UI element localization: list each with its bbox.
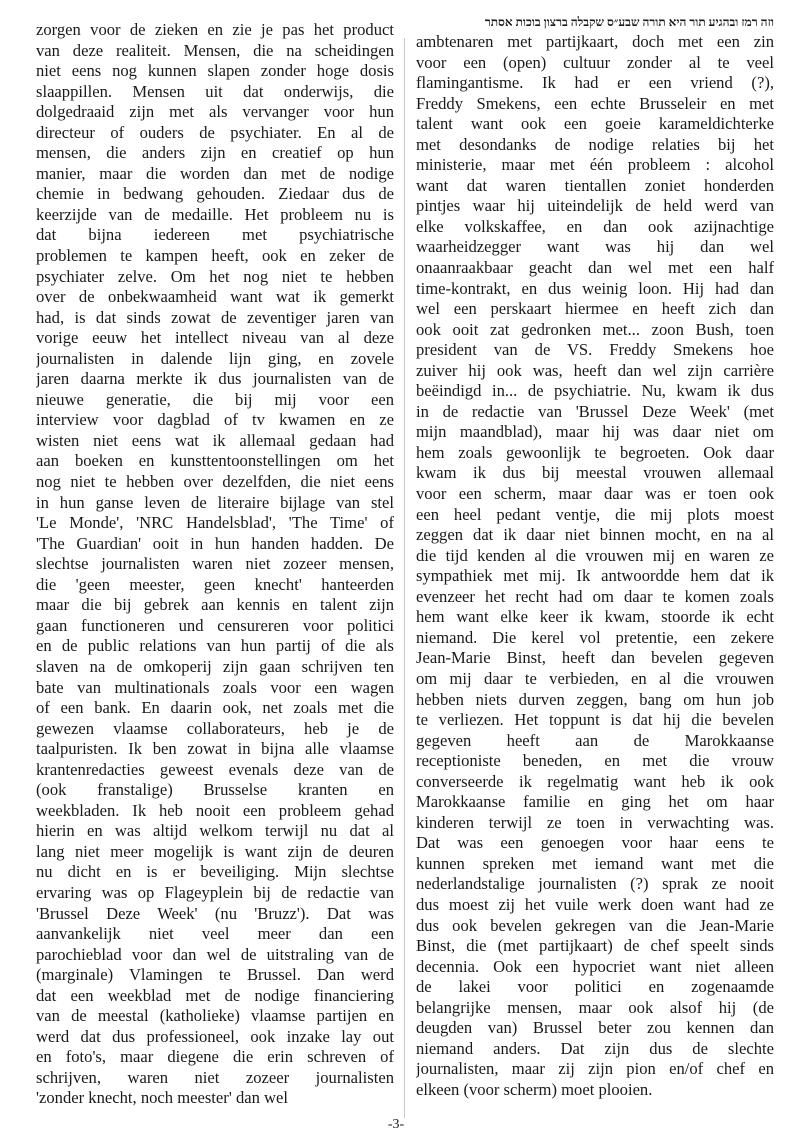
page-number: -3- bbox=[387, 1117, 405, 1132]
hebrew-header-text: וזה רמז ובהגיע תור היא תורה שבע״ס שקבלה ברצון בוכות אסתר bbox=[484, 15, 774, 29]
text-line: nieuwe generatie, die bij mij voor een bbox=[36, 389, 394, 409]
text-line: (marginale) Vlamingen te Brussel. Dan werd bbox=[36, 965, 394, 985]
text-line: nog niet te hebben over dezelfden, die niet eens bbox=[36, 472, 394, 492]
text-line: hebben niets durven zeggen, bang om hun job bbox=[416, 689, 774, 709]
text-line: dus ook bevelen gekregen van die Jean-Marie bbox=[416, 915, 774, 935]
text-line: Freddy Smekens, een echte Brusseleir en met bbox=[416, 93, 774, 113]
text-line: interview voor dagblad of tv kwamen en ze bbox=[36, 410, 394, 430]
text-line: van de meestal (katholieke) vlaamse partijen en bbox=[36, 1006, 394, 1026]
text-line: over de onbekwaamheid want wat ik gemerkt bbox=[36, 287, 394, 307]
text-line: ambtenaren met partijkaart, doch met een zin bbox=[416, 32, 774, 51]
text-line: Dat was een genoegen voor haar eens te bbox=[416, 833, 774, 853]
text-line: converseerde ik regelmatig want heb ik ook bbox=[416, 771, 774, 791]
text-line: of een bank. En daarin ook, net zoals met die bbox=[36, 698, 394, 718]
text-line: hem want elke keer ik kwam, stoorde ik echt bbox=[416, 607, 774, 627]
text-line: (ook franstalige) Brusselse kranten en bbox=[36, 780, 394, 800]
text-line: de lakei voor politici en zogenaamde bbox=[416, 977, 774, 997]
left-text-column bbox=[36, 20, 394, 1109]
text-line: manier, maar die worden dan met de nodige bbox=[36, 163, 394, 183]
text-line: om mij daar te verbieden, en al die vrouwen bbox=[416, 668, 774, 688]
text-line: parochieblad voor dan wel de uitstraling van de bbox=[36, 944, 394, 964]
text-line: voor een scherm, maar daar was er toen ook bbox=[416, 484, 774, 504]
text-line: flamingantisme. Ik had er een vriend (?), bbox=[416, 73, 774, 93]
text-line: belangrijke mensen, maar ook alsof hij (de bbox=[416, 997, 774, 1017]
text-line: niet eens nog kunnen slapen zonder hoge dosis bbox=[36, 61, 394, 81]
text-line: 'Brussel Deze Week' (nu 'Bruzz'). Dat was bbox=[36, 903, 394, 923]
text-line: Marokkaanse familie en ging het om haar bbox=[416, 792, 774, 812]
text-line: aanvankelijk niet veel meer dan een bbox=[36, 924, 394, 944]
text-line: slaven na de omkoperij zijn gaan schrijven ten bbox=[36, 656, 394, 676]
text-line: slechtse journalisten waren niet zozeer mensen, bbox=[36, 554, 394, 574]
right-text-column bbox=[416, 32, 774, 1100]
text-line: gegeven heeft aan de Marokkaanse bbox=[416, 730, 774, 750]
text-line: die tijd kenden al die vrouwen mij en waren ze bbox=[416, 545, 774, 565]
text-line: taalpuristen. Ik ben zowat in bijna alle vlaamse bbox=[36, 739, 394, 759]
text-line: slaappillen. Mensen uit dat onderwijs, die bbox=[36, 81, 394, 101]
text-line: mensen, die anders zijn en creatief op hun bbox=[36, 143, 394, 163]
text-line: in hun ganse leven de literaire bijlage van stel bbox=[36, 492, 394, 512]
text-line: time-kontrakt, en dus weinig loon. Hij had dan bbox=[416, 278, 774, 298]
text-line: in de redactie van 'Brussel Deze Week' (met bbox=[416, 401, 774, 421]
text-line: weekbladen. Ik heb nooit een probleem gehad bbox=[36, 800, 394, 820]
text-line: nu dicht en is er beveiliging. Mijn slechtse bbox=[36, 862, 394, 882]
column-divider bbox=[404, 38, 405, 1118]
text-line: gewezen vlaamse collaborateurs, heb je de bbox=[36, 718, 394, 738]
text-line: sympathiek met mij. Ik antwoordde hem dat ik bbox=[416, 566, 774, 586]
text-line: jaren daarna merkte ik dus journalisten van de bbox=[36, 369, 394, 389]
text-line: elke volkskaffee, en dan ook azijnachtige bbox=[416, 216, 774, 236]
text-line: en foto's, maar diegene die erin schreven of bbox=[36, 1047, 394, 1067]
text-line: psychiater zelve. Om het nog niet te hebben bbox=[36, 266, 394, 286]
text-line: receptioniste beneden, en met die vrouw bbox=[416, 751, 774, 771]
text-line: journalisten, maar zij zijn pion en/of chef en bbox=[416, 1059, 774, 1079]
text-line: maar die bij gebrek aan kennis en talent zijn bbox=[36, 595, 394, 615]
text-line: kunnen spreken met iemand want met die bbox=[416, 853, 774, 873]
text-line: talent want ook een goeie karameldichterke bbox=[416, 114, 774, 134]
text-line: want dat waren tientallen zoniet honderden bbox=[416, 175, 774, 195]
text-line: zeggen dat ik daar niet binnen mocht, en na al bbox=[416, 525, 774, 545]
text-line: dus moest zij het vuile werk doen want had ze bbox=[416, 894, 774, 914]
text-line: lang niet meer mogelijk is want zijn de deuren bbox=[36, 841, 394, 861]
text-line: nederlandstalige journalisten (?) sprak ze nooit bbox=[416, 874, 774, 894]
text-line: schrijven, waren niet zozeer journalisten bbox=[36, 1067, 394, 1087]
text-line: 'The Guardian' ooit in hun handen hadden. De bbox=[36, 533, 394, 553]
text-line: wel een perskaart hiermee en heeft zich dan bbox=[416, 299, 774, 319]
text-line: met desondanks de nodige relaties bij het bbox=[416, 134, 774, 154]
text-line: kwam ik dus bij meestal vrouwen allemaal bbox=[416, 463, 774, 483]
text-line: hem zoals gewoonlijk te begroeten. Ook daar bbox=[416, 442, 774, 462]
text-line: elkeen (voor scherm) moet plooien. bbox=[416, 1079, 653, 1099]
text-line: die 'geen meester, geen knecht' hanteerden bbox=[36, 574, 394, 594]
text-line: werd dat dus professioneel, ook inzake lay out bbox=[36, 1026, 394, 1046]
text-line: journalisten in dalende lijn ging, en zovele bbox=[36, 348, 394, 368]
text-line: keerzijde van de medaille. Het probleem nu is bbox=[36, 204, 394, 224]
text-line: deugden van) Brussel beter zou kennen dan bbox=[416, 1018, 774, 1038]
text-line: Jean-Marie Binst, heeft dan bevelen gegeven bbox=[416, 648, 774, 668]
text-line: van deze realiteit. Mensen, die na scheidingen bbox=[36, 40, 394, 60]
text-line: decennia. Ook een hypocriet want niet alleen bbox=[416, 956, 774, 976]
text-line: dat bijna iedereen met psychiatrische bbox=[36, 225, 394, 245]
text-line: voor een (open) cultuur zonder al te veel bbox=[416, 52, 774, 72]
text-line: dat een weekblad met de nodige financiering bbox=[36, 985, 394, 1005]
text-line: hierin en was altijd welkom terwijl nu dat al bbox=[36, 821, 394, 841]
text-line: ministerie, maar met één probleem : alcohol bbox=[416, 155, 774, 175]
text-line: bate van multinationals zoals voor een wagen bbox=[36, 677, 394, 697]
text-line: dolgedraaid zijn met als vervanger voor hun bbox=[36, 102, 394, 122]
text-line: niemand anders. Dat zijn dus de slechte bbox=[416, 1038, 774, 1058]
text-line: directeur of ouders de psychiater. En al de bbox=[36, 122, 394, 142]
text-line: ervaring was op Flageyplein bij de redactie van bbox=[36, 882, 394, 902]
text-line: zorgen voor de zieken en zie je pas het product bbox=[36, 20, 394, 39]
text-line: problemen te kampen heeft, ook en zeker de bbox=[36, 246, 394, 266]
text-line: waarheidzegger want was hij dan wel bbox=[416, 237, 774, 257]
text-line: evenzeer het recht had om daar te komen zoals bbox=[416, 586, 774, 606]
text-line: niemand. Die kerel vol pretentie, een zekere bbox=[416, 627, 774, 647]
text-line: mijn maandblad), maar hij was daar niet om bbox=[416, 422, 774, 442]
text-line: ook ooit zat gedronken met... zoon Bush, toen bbox=[416, 319, 774, 339]
text-line: 'Le Monde', 'NRC Handelsblad', 'The Time' of bbox=[36, 513, 394, 533]
text-line: president van de VS. Freddy Smekens hoe bbox=[416, 340, 774, 360]
text-line: en de public relations van hun partij of die als bbox=[36, 636, 394, 656]
text-line: krantenredacties geweest evenals deze van de bbox=[36, 759, 394, 779]
text-line: Binst, die (met partijkaart) de chef speelt sinds bbox=[416, 936, 774, 956]
text-line: gaan functioneren und censureren voor politici bbox=[36, 615, 394, 635]
text-line: chemie in bedwang gehouden. Ziedaar dus de bbox=[36, 184, 394, 204]
text-line: zuiver hij ook was, heeft dan wel zijn carrière bbox=[416, 360, 774, 380]
text-line: 'zonder knecht, noch meester' dan wel bbox=[36, 1088, 289, 1108]
text-line: pintjes waar hij uiteindelijk de held werd van bbox=[416, 196, 774, 216]
text-line: kinderen terwijl ze toen in verwachting was. bbox=[416, 812, 774, 832]
text-line: te verliezen. Het toppunt is dat hij die bevelen bbox=[416, 710, 774, 730]
text-line: wisten niet eens wat ik allemaal gedaan had bbox=[36, 430, 394, 450]
text-line: een heel pedant ventje, die mij plots moest bbox=[416, 504, 774, 524]
text-line: aan boeken en kunsttentoonstellingen om het bbox=[36, 451, 394, 471]
text-line: vorige eeuw het intellect niveau van al deze bbox=[36, 328, 394, 348]
text-line: beëindigd in... de psychiatrie. Nu, kwam ik dus bbox=[416, 381, 774, 401]
text-line: onaanraakbaar geacht dan wel met een half bbox=[416, 258, 774, 278]
text-line: had, is dat sinds zowat de zeventiger jaren van bbox=[36, 307, 394, 327]
